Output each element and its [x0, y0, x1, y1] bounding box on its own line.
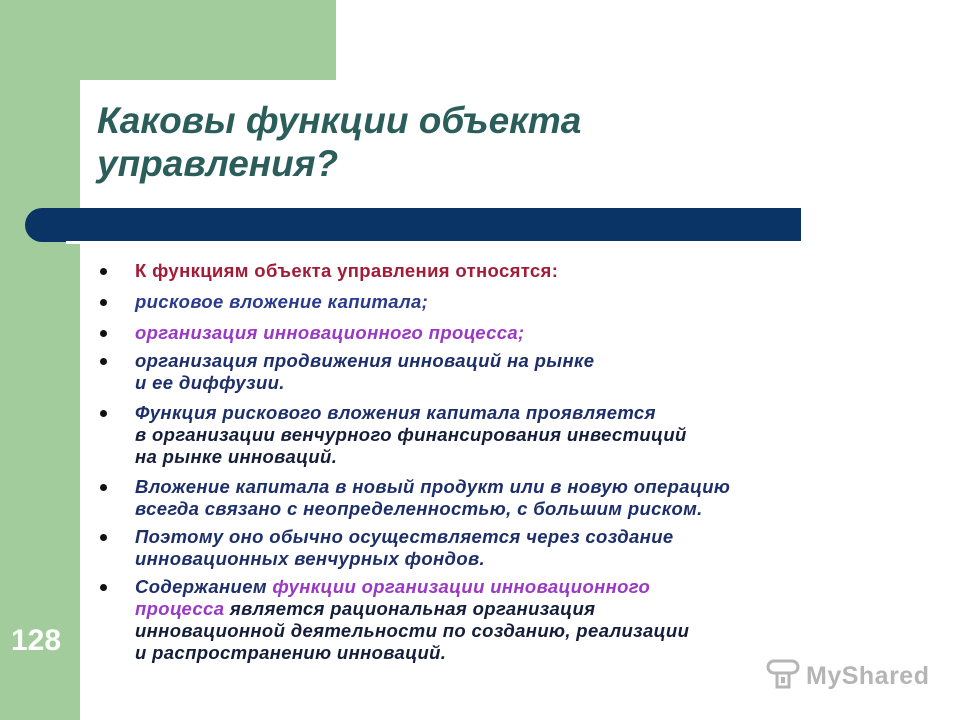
bullet-dot — [100, 358, 107, 365]
bullet-text: инновационных венчурных фондов. — [135, 548, 485, 569]
bullet-line — [135, 322, 900, 344]
watermark — [766, 656, 929, 696]
bullet-text: функции организации инновационного — [272, 576, 651, 597]
bullet-dot — [100, 268, 107, 275]
bullet-dot — [100, 330, 107, 337]
bullet-text: всегда связано с неопределенностью, с большим риском. — [135, 498, 703, 519]
watermark-text: MyShared — [806, 661, 930, 690]
bullet-text: Функция рискового вложения капитала проявляется — [135, 402, 656, 423]
bullet-text: К функциям объекта управления относятся: — [135, 260, 559, 281]
side-decor-strip — [0, 0, 80, 720]
bullet-item — [100, 291, 900, 313]
slide-title: Каковы функции объекта управления? — [97, 100, 582, 184]
bullet-line — [135, 476, 900, 498]
bullet-line — [135, 576, 900, 598]
bullet-text: является рациональная организация — [224, 598, 596, 619]
mushroom-logo-icon — [766, 657, 800, 696]
bullet-line — [135, 548, 900, 570]
bullet-list — [100, 254, 900, 664]
title-underline-bar — [25, 208, 801, 242]
bullet-line — [135, 402, 900, 424]
bullet-item — [100, 322, 900, 344]
bullet-line — [135, 424, 900, 446]
bullet-text: рисковое вложение капитала; — [135, 291, 429, 312]
bullet-item — [100, 526, 900, 570]
bullet-text: Поэтому оно обычно осуществляется через создание — [135, 526, 674, 547]
bullet-dot — [100, 534, 107, 541]
bullet-text: организация инновационного процесса; — [135, 322, 525, 343]
bullet-dot — [100, 484, 107, 491]
bullet-item — [100, 260, 900, 282]
bullet-dot — [100, 584, 107, 591]
bullet-text: на рынке инноваций. — [135, 446, 338, 467]
bullet-item — [100, 476, 900, 520]
bullet-line — [135, 598, 900, 620]
bullet-line — [135, 446, 900, 468]
bullet-item — [100, 402, 900, 468]
bullet-line — [135, 526, 900, 548]
bullet-text: организация продвижения инноваций на рынке — [135, 350, 595, 371]
bullet-text: инновационной деятельности по созданию, реализации — [135, 620, 690, 641]
bullet-dot — [100, 299, 107, 306]
title-bar-notch — [66, 241, 801, 244]
bullet-line — [135, 291, 900, 313]
bullet-item — [100, 350, 900, 394]
bullet-text: Содержанием — [135, 576, 273, 597]
bullet-line — [135, 620, 900, 642]
bullet-dot — [100, 410, 107, 417]
bullet-item — [100, 576, 900, 664]
bullet-line — [135, 260, 900, 282]
bullet-text: процесса — [135, 598, 225, 619]
top-decor-block — [80, 0, 336, 80]
bullet-text: и распространению инноваций. — [135, 642, 447, 663]
bullet-text: и ее диффузии. — [135, 372, 285, 393]
slide-number: 128 — [10, 624, 62, 657]
bullet-text: Вложение капитала в новый продукт или в новую операцию — [135, 476, 731, 497]
bullet-line — [135, 498, 900, 520]
bullet-line — [135, 350, 900, 372]
bullet-text: в организации венчурного финансирования инвестиций — [135, 424, 687, 445]
bullet-line — [135, 372, 900, 394]
